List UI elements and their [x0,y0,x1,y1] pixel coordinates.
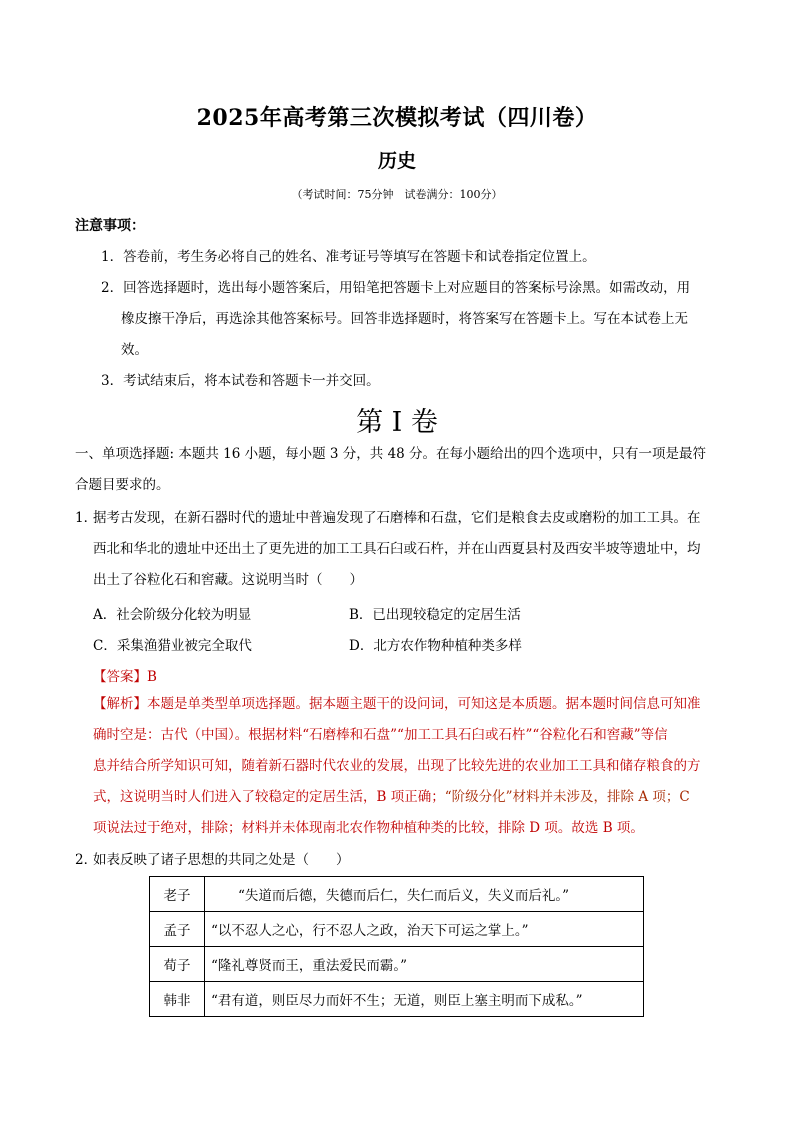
notice-heading: 注意事项： [75,218,145,234]
thinker-quote: “失道而后德，失德而后仁，失仁而后义，失义而后礼。” [205,877,644,912]
thinker-quote: “以不忍人之心，行不忍人之政，治天下可运之掌上。” [205,912,644,947]
table-row [150,912,644,947]
question-stem: 出土了谷粒化石和窖藏。这说明当时（ ） [93,572,363,588]
section-intro-line: 合题目要求的。 [75,477,170,493]
notice-item-number: 3． [101,373,124,389]
analysis-text: 项说法过于绝对，排除；材料并未体现南北农作物种植种类的比较，排除 D 项。故选 B 项。 [93,820,644,836]
question-number: 2． [75,852,98,868]
question-1 [75,503,725,596]
notice-item-number: 1． [101,249,124,265]
notice-item-text-cont: 橡皮擦干净后，再选涂其他答案标号。回答非选择题时，将答案写在答题卡上。写在本试卷上无 [121,311,688,327]
answer-label: 【答案】 [93,669,147,685]
thinker-name: 荀子 [150,947,205,982]
section-heading: 第 I 卷 [356,407,438,438]
notice-item-number: 2． [101,280,124,296]
question-stem: 据考古发现，在新石器时代的遗址中普遍发现了石磨棒和石盘，它们是粮食去皮或磨粉的加工工具。在 [93,510,701,526]
table-row [150,982,644,1017]
answer-line [93,665,157,685]
thinker-quote: “君有道，则臣尽力而奸不生；无道，则臣上塞主明而下成私。” [205,982,644,1017]
exam-info: （考试时间：75分钟 试卷满分：100分） [291,188,503,201]
notice-item-text: 考试结束后，将本试卷和答题卡一并交回。 [123,373,380,389]
notice-item-3 [101,366,380,397]
analysis-block [93,689,725,844]
section-intro-line: 一、单项选择题: 本题共 16 小题，每小题 3 分，共 48 分。在每小题给出的四个选项中，只有一项是最符 [75,446,707,462]
option-b[interactable]: B．已出现较稳定的定居生活 [349,607,521,623]
option-a[interactable]: A．社会阶级分化较为明显 [93,607,252,623]
notice-item-text: 答卷前，考生务必将自己的姓名、准考证号等填写在答题卡和试卷指定位置上。 [123,249,596,265]
analysis-text: “阶级分化”材料并未涉及，排除 A 项；C [444,789,690,805]
option-c[interactable]: C．采集渔猎业被完全取代 [93,638,252,654]
notice-item-text-cont: 效。 [121,342,148,358]
option-d[interactable]: D．北方农作物种植种类多样 [349,638,522,654]
question-stem: 西北和华北的遗址中还出土了更先进的加工工具石臼或石杵，并在山西夏县村及西安半坡等遗址中，均 [93,541,701,557]
thinker-name: 老子 [150,877,205,912]
section-intro [75,439,725,501]
exam-title: 2025年高考第三次模拟考试（四川卷） [196,105,598,131]
notice-item-text: 回答选择题时，选出每小题答案后，用铅笔把答题卡上对应题目的答案标号涂黑。如需改动，用 [123,280,691,296]
analysis-text: 确时空是：古代（中国）。根据材料“石磨棒和石盘”“加工工具石臼或石杵”“谷粒化石和窖藏”等信 [93,727,668,743]
answer-value: B [147,669,157,685]
analysis-text: 本题是单类型单项选择题。据本题主题干的设问词，可知这是本质题。据本题时间信息可知准 [147,696,701,712]
question-2 [75,845,725,876]
notice-item-1 [101,242,596,273]
thinker-quote: “隆礼尊贤而王，重法爱民而霸。” [205,947,644,982]
thinker-name: 孟子 [150,912,205,947]
thinker-name: 韩非 [150,982,205,1017]
analysis-text: 息并结合所学知识可知，随着新石器时代农业的发展，出现了比较先进的农业加工工具和储存粮食的方 [93,758,701,774]
analysis-text: 式，这说明当时人们进入了较稳定的定居生活，B 项正确； [93,789,445,805]
question-stem: 如表反映了诸子思想的共同之处是（ ） [93,852,350,868]
subject-title: 历史 [377,150,416,172]
question-number: 1． [75,510,98,526]
analysis-label: 【解析】 [93,696,147,712]
table-row [150,877,644,912]
thinkers-quote-table [149,876,644,1017]
table-row [150,947,644,982]
notice-item-2 [101,273,731,366]
